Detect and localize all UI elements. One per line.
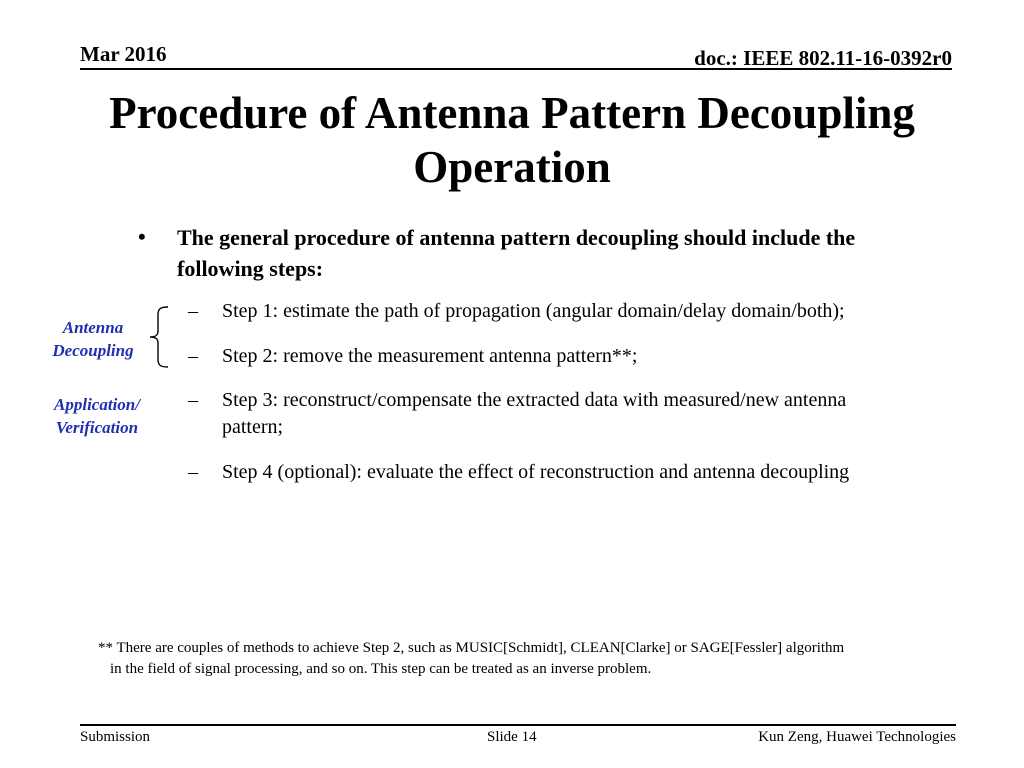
step-1-text: Step 1: estimate the path of propagation (angular domain/delay domain/both); [222, 300, 845, 322]
step-4-text: Step 4 (optional): evaluate the effect of reconstruction and antenna decoupling [222, 461, 850, 483]
header-doc-id: doc.: IEEE 802.11-16-0392r0 [694, 46, 952, 70]
slide-title [80, 86, 944, 194]
footnote [98, 638, 968, 680]
application-verification-label [40, 393, 154, 439]
bullet-marker: • [138, 224, 146, 249]
header-divider [80, 68, 952, 70]
footer-submission: Submission [80, 729, 151, 745]
footer-divider [80, 724, 956, 726]
main-point: The general procedure of antenna pattern decoupling should include the following steps: [177, 225, 856, 281]
step-4-dash: – [188, 461, 198, 483]
step-2-dash: – [188, 345, 198, 367]
slide-title-line-2: Operation [413, 142, 611, 192]
curly-brace-icon [146, 305, 170, 369]
step-1-dash: – [188, 300, 198, 322]
step-3-text: Step 3: reconstruct/compensate the extracted data with measured/new antenna pattern; [222, 389, 847, 438]
application-verification-label-line-2: Verification [55, 418, 139, 437]
header-date: Mar 2016 [80, 42, 167, 66]
antenna-decoupling-label-line-2: Decoupling [52, 341, 134, 360]
step-2-text: Step 2: remove the measurement antenna pattern**; [222, 345, 638, 367]
antenna-decoupling-label-line-1: Antenna [62, 318, 124, 337]
footer-slide-number: Slide 14 [487, 729, 537, 745]
antenna-decoupling-label [40, 316, 146, 362]
slide-title-line-1: Procedure of Antenna Pattern Decoupling [109, 88, 915, 138]
footnote-line-2: in the field of signal processing, and so on. This step can be treated as an inverse problem. [110, 661, 652, 677]
footnote-line-1: ** There are couples of methods to achieve Step 2, such as MUSIC[Schmidt], CLEAN[Clarke] or SAGE[Fessler] algorithm [98, 640, 845, 656]
step-3-dash: – [188, 389, 198, 411]
application-verification-label-line-1: Application/ [54, 395, 140, 414]
footer-author: Kun Zeng, Huawei Technologies [758, 729, 956, 745]
